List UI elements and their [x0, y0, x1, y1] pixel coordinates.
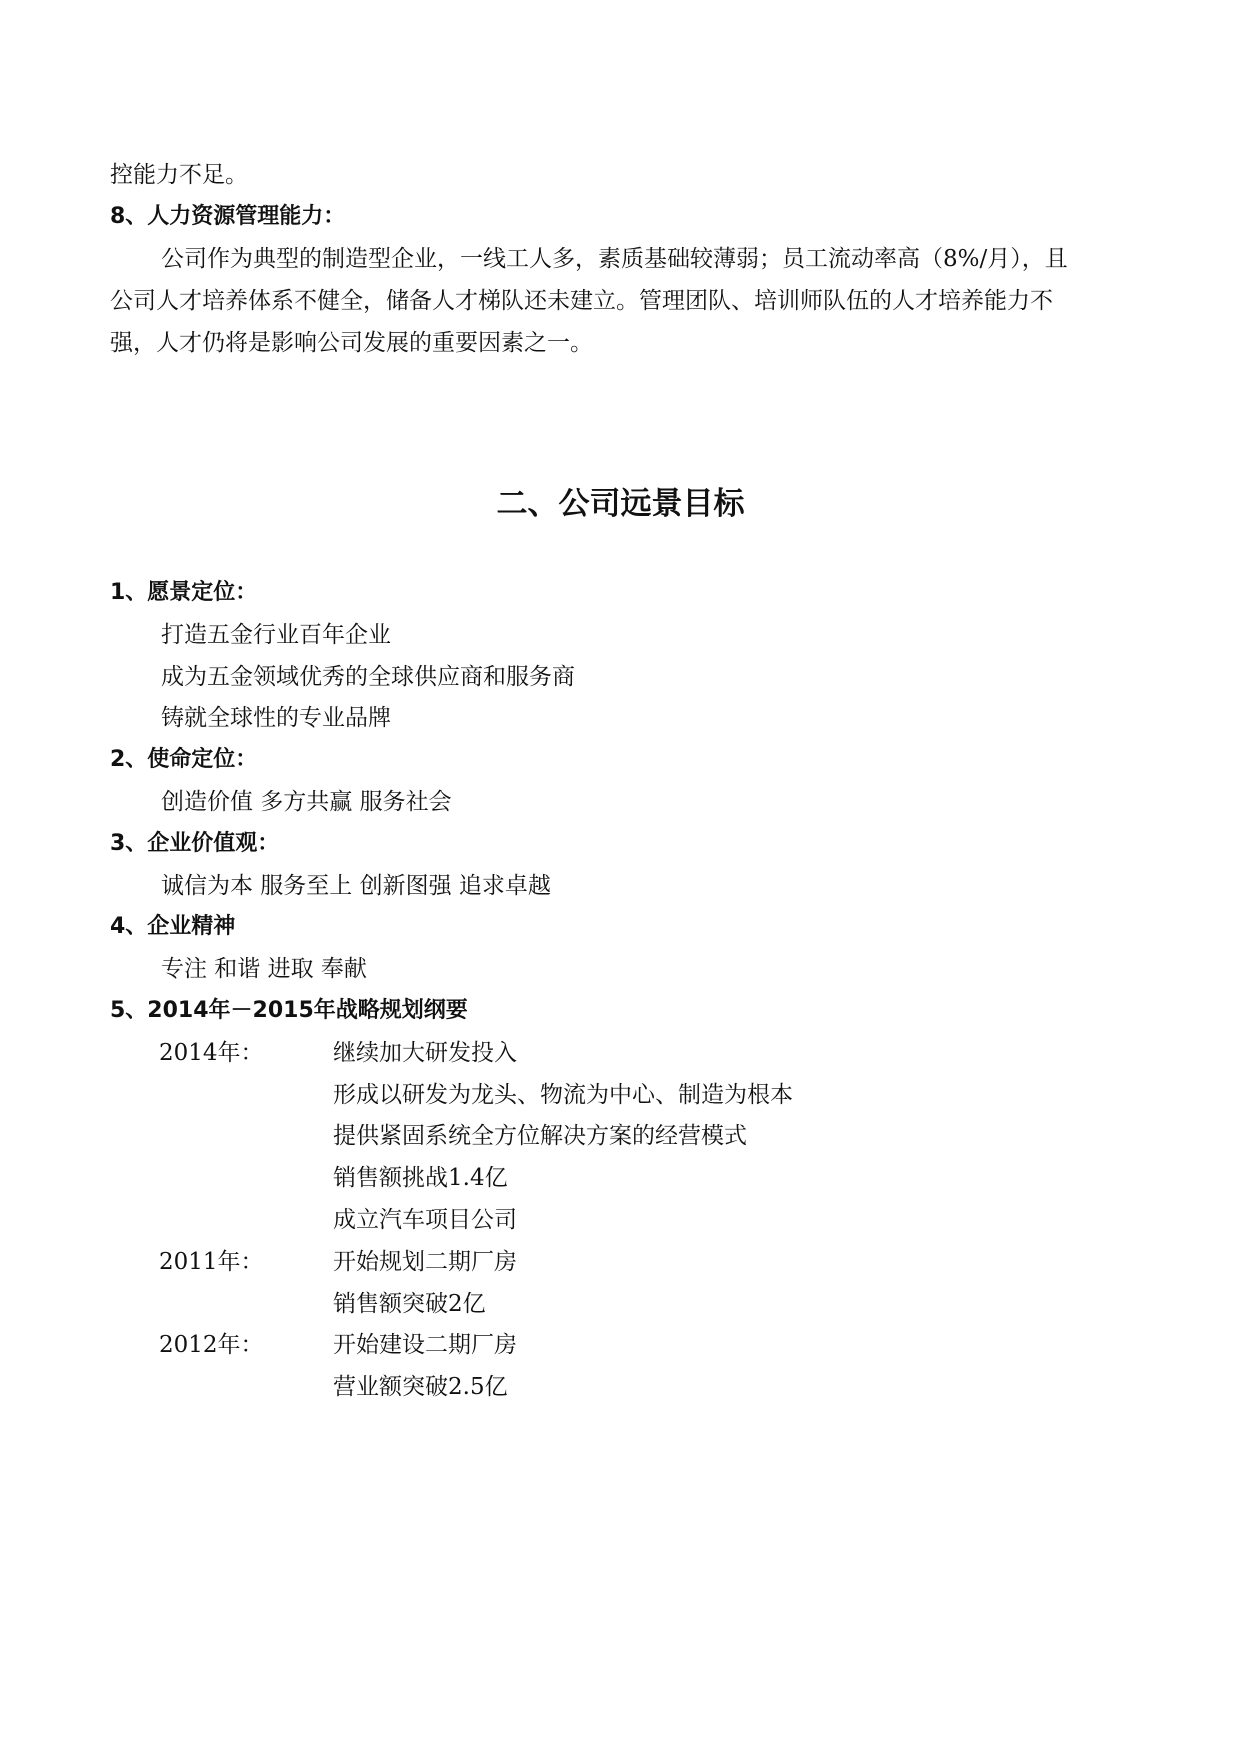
strategy-2014-item-3: 提供紧固系统全方位解决方案的经营模式 [333, 1123, 747, 1149]
strategy-2014-item-1: 继续加大研发投入 [333, 1040, 517, 1066]
values-text: 诚信为本 服务至上 创新图强 追求卓越 [161, 873, 551, 899]
vision-item-1: 打造五金行业百年企业 [161, 622, 391, 648]
chapter-title: 二、公司远景目标 [496, 486, 745, 522]
section-8-line-1: 公司作为典型的制造型企业，一线工人多，素质基础较薄弱；员工流动率高（8%/月），且 [161, 246, 1068, 272]
strategy-2014-item-2: 形成以研发为龙头、物流为中心、制造为根本 [333, 1082, 793, 1108]
strategy-2014-item-4: 销售额挑战1.4亿 [333, 1165, 508, 1191]
spirit-text: 专注 和谐 进取 奉献 [161, 956, 367, 982]
strategy-2011-item-2: 销售额突破2亿 [333, 1291, 486, 1317]
strategy-2012-item-2: 营业额突破2.5亿 [333, 1374, 508, 1400]
strategy-2011-item-1: 开始规划二期厂房 [333, 1249, 517, 1275]
strategy-title: 5、2014年－2015年战略规划纲要 [110, 998, 468, 1023]
section-8-line-2: 公司人才培养体系不健全，储备人才梯队还未建立。管理团队、培训师队伍的人才培养能力不 [110, 288, 1053, 314]
strategy-2012-item-1: 开始建设二期厂房 [333, 1332, 517, 1358]
mission-title: 2、使命定位： [110, 747, 258, 772]
paragraph-continuation: 控能力不足。 [110, 162, 248, 188]
mission-text: 创造价值 多方共赢 服务社会 [161, 789, 452, 815]
vision-item-3: 铸就全球性的专业品牌 [161, 705, 391, 731]
spirit-title: 4、企业精神 [110, 914, 236, 939]
section-8-title: 8、人力资源管理能力： [110, 204, 346, 229]
vision-item-2: 成为五金领域优秀的全球供应商和服务商 [161, 664, 575, 690]
values-title: 3、企业价值观： [110, 831, 280, 856]
vision-title: 1、愿景定位： [110, 580, 258, 605]
section-8-line-3: 强，人才仍将是影响公司发展的重要因素之一。 [110, 330, 593, 356]
strategy-year-2011: 2011年： [159, 1249, 264, 1275]
strategy-2014-item-5: 成立汽车项目公司 [333, 1207, 517, 1233]
strategy-year-2012: 2012年： [159, 1332, 264, 1358]
strategy-year-2014: 2014年： [159, 1040, 264, 1066]
